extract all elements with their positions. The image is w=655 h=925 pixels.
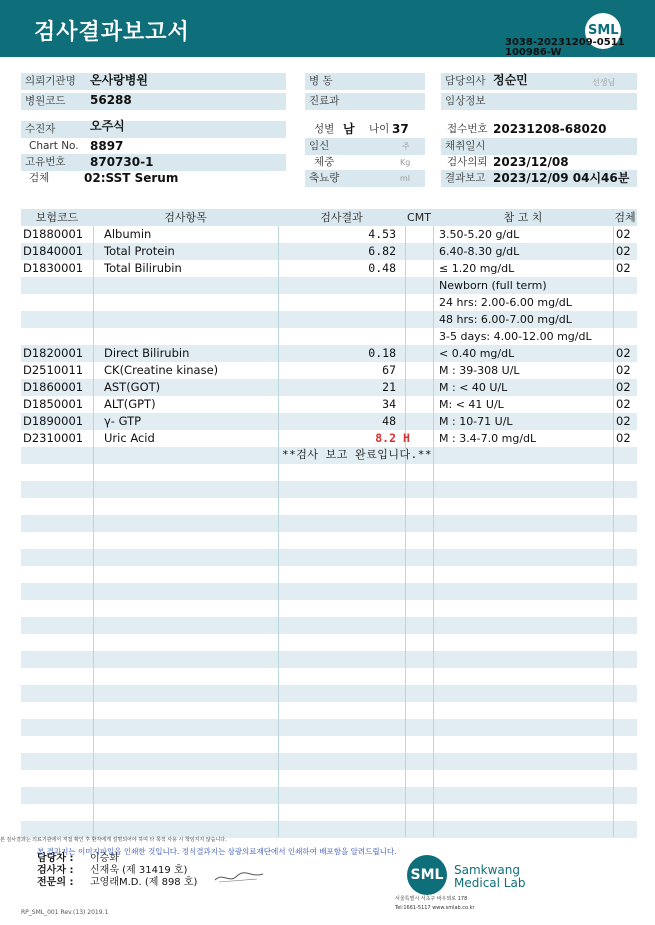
- insurance-code: D2310001: [23, 431, 84, 445]
- company-phone: Tel:1661-5117 www.smlab.co.kr: [395, 905, 475, 911]
- hospital-code-label: 병원코드: [21, 93, 286, 110]
- test-item: Uric Acid: [104, 431, 155, 445]
- reference-range: M: < 41 U/L: [439, 398, 504, 411]
- col-header-code: 보험코드: [35, 211, 79, 224]
- id-label: 고유번호: [21, 154, 286, 171]
- specimen-value: 02:SST Serum: [84, 171, 179, 185]
- clinical-info-label: 임상정보: [441, 93, 637, 110]
- company-logo-text: SML: [410, 867, 444, 883]
- hospital-value: 온사랑병원: [90, 73, 148, 87]
- reference-range: M : 3.4-7.0 mg/dL: [439, 432, 537, 445]
- weight-unit: Kg: [400, 158, 411, 167]
- age-label: 나이: [369, 123, 390, 135]
- test-result: 48: [382, 414, 396, 428]
- signature-icon: [213, 868, 265, 886]
- test-item: AST(GOT): [104, 380, 161, 394]
- reference-range: M : 10-71 U/L: [439, 415, 513, 428]
- test-item: Direct Bilirubin: [104, 346, 190, 360]
- doctor-label: 담당의사: [441, 73, 637, 90]
- reference-range: ≤ 1.20 mg/dL: [439, 262, 515, 275]
- reference-range: 24 hrs: 2.00-6.00 mg/dL: [439, 296, 572, 309]
- table-stripe: [21, 549, 637, 566]
- specimen-code: 02: [616, 431, 631, 445]
- test-item: ALT(GPT): [104, 397, 156, 411]
- specimen-code: 02: [616, 227, 631, 241]
- weight-label: 체중: [314, 156, 335, 168]
- reference-range: M : < 40 U/L: [439, 381, 508, 394]
- col-header-result: 검사결과: [320, 211, 363, 224]
- print-notice: 본 결과지는 이미지파일을 인쇄한 것입니다. 정식결과지는 삼광의료재단에서 인쇄하여 배포함을 알려드립니다.: [37, 847, 397, 856]
- test-item: Total Bilirubin: [104, 261, 182, 275]
- test-item: γ- GTP: [104, 414, 142, 428]
- table-stripe: [21, 583, 637, 600]
- id-value: 870730-1: [90, 155, 154, 169]
- insurance-code: D1850001: [23, 397, 84, 411]
- col-header-specimen: 검체: [614, 211, 636, 224]
- age-value: 37: [392, 122, 409, 136]
- page-title: 검사결과보고서: [34, 20, 190, 45]
- receipt-label: 접수번호: [447, 123, 488, 135]
- request-label: 검사의뢰: [447, 156, 488, 168]
- test-result: 6.82: [368, 244, 396, 258]
- insurance-code: D1880001: [23, 227, 84, 241]
- urine-unit: ml: [400, 174, 411, 183]
- manager-value: 이승화: [90, 853, 119, 864]
- test-result: 67: [382, 363, 396, 377]
- column-divider: [433, 209, 434, 837]
- pregnancy-label: 임신: [305, 138, 425, 155]
- reference-range: < 0.40 mg/dL: [439, 347, 515, 360]
- reference-range: 3-5 days: 4.00-12.00 mg/dL: [439, 330, 592, 343]
- report-header: [0, 0, 655, 57]
- expert-label: 전문의 :: [37, 877, 74, 888]
- patient-label: 수진자: [21, 121, 286, 138]
- doctor-value: 정순민: [493, 73, 528, 87]
- test-result: 8.2: [375, 431, 396, 445]
- specimen-code: 02: [616, 397, 631, 411]
- test-item: Albumin: [104, 227, 152, 241]
- report-label: 결과보고: [441, 170, 637, 187]
- fine-print: 본 검사결과는 의료기관에서 직접 확인 후 환자에게 설명되어야 하며 타 목적 사용 시 책임지지 않습니다.: [0, 837, 227, 843]
- manager-label: 담당자 :: [37, 853, 74, 864]
- insurance-code: D2510011: [23, 363, 84, 377]
- column-divider: [613, 209, 614, 837]
- insurance-code: D1890001: [23, 414, 84, 428]
- tester-label: 검사자 :: [37, 865, 74, 876]
- insurance-code: D1830001: [23, 261, 84, 275]
- test-result: 21: [382, 380, 396, 394]
- expert-value: 고영래M.D. (제 898 호): [90, 877, 198, 888]
- test-result: 4.53: [368, 227, 396, 241]
- sml-logo-text: SML: [588, 23, 619, 38]
- chart-label: Chart No.: [29, 140, 79, 152]
- report-number: 3038-20231209-0511 100986-W: [505, 37, 625, 58]
- table-stripe: [21, 515, 637, 532]
- hospital-code-value: 56288: [90, 93, 132, 107]
- column-divider: [405, 209, 406, 837]
- specimen-code: 02: [616, 380, 631, 394]
- sex-value: 남: [343, 122, 355, 136]
- specimen-code: 02: [616, 363, 631, 377]
- table-stripe: [21, 719, 637, 736]
- result-flag: H: [403, 431, 410, 445]
- specimen-code: 02: [616, 346, 631, 360]
- insurance-code: D1840001: [23, 244, 84, 258]
- reference-range: 6.40-8.30 g/dL: [439, 245, 520, 258]
- insurance-code: D1860001: [23, 380, 84, 394]
- specimen-code: 02: [616, 244, 631, 258]
- test-result: 0.48: [368, 261, 396, 275]
- receipt-value: 20231208-68020: [493, 122, 607, 136]
- table-stripe: [21, 685, 637, 702]
- table-stripe: [21, 787, 637, 804]
- chart-value: 8897: [90, 139, 124, 153]
- reference-range: 48 hrs: 6.00-7.00 mg/dL: [439, 313, 572, 326]
- hospital-label: 의뢰기관명: [21, 73, 286, 90]
- table-header: [21, 209, 637, 226]
- dept-label: 진료과: [305, 93, 425, 110]
- reference-range: Newborn (full term): [439, 279, 547, 292]
- table-stripe: [21, 753, 637, 770]
- form-number: RP_SML_001 Rev.(13) 2019.1: [21, 909, 109, 916]
- col-header-reference: 참 고 치: [503, 211, 543, 224]
- sex-label: 성별: [314, 123, 335, 135]
- pregnancy-unit: 주: [402, 142, 410, 151]
- company-address: 서울특별시 서초구 바우뫼로 178: [395, 896, 468, 902]
- patient-value: 오주식: [90, 119, 125, 133]
- collect-label: 채취일시: [441, 138, 637, 155]
- col-header-cmt: CMT: [407, 211, 431, 224]
- request-value: 2023/12/08: [493, 155, 569, 169]
- test-result: 34: [382, 397, 396, 411]
- tester-value: 신재욱 (제 31419 호): [90, 865, 188, 876]
- table-stripe: [21, 651, 637, 668]
- test-item: Total Protein: [104, 244, 175, 258]
- col-header-item: 검사항목: [164, 211, 207, 224]
- company-name: Samkwang Medical Lab: [454, 863, 526, 890]
- ward-label: 병 동: [305, 73, 425, 90]
- reference-range: 3.50-5.20 g/dL: [439, 228, 520, 241]
- specimen-code: 02: [616, 414, 631, 428]
- insurance-code: D1820001: [23, 346, 84, 360]
- completion-note: **검사 보고 완료입니다.**: [282, 448, 432, 461]
- test-item: CK(Creatine kinase): [104, 363, 219, 377]
- reference-range: M : 39-308 U/L: [439, 364, 520, 377]
- table-stripe: [21, 617, 637, 634]
- table-stripe: [21, 481, 637, 498]
- doctor-suffix: 선생님: [592, 78, 616, 87]
- specimen-code: 02: [616, 261, 631, 275]
- specimen-label: 검체: [29, 172, 50, 184]
- column-divider: [93, 209, 94, 837]
- column-divider: [278, 209, 279, 837]
- report-value: 2023/12/09 04시46분: [493, 171, 630, 185]
- urine-label: 축뇨량: [305, 170, 425, 187]
- test-result: 0.18: [368, 346, 396, 360]
